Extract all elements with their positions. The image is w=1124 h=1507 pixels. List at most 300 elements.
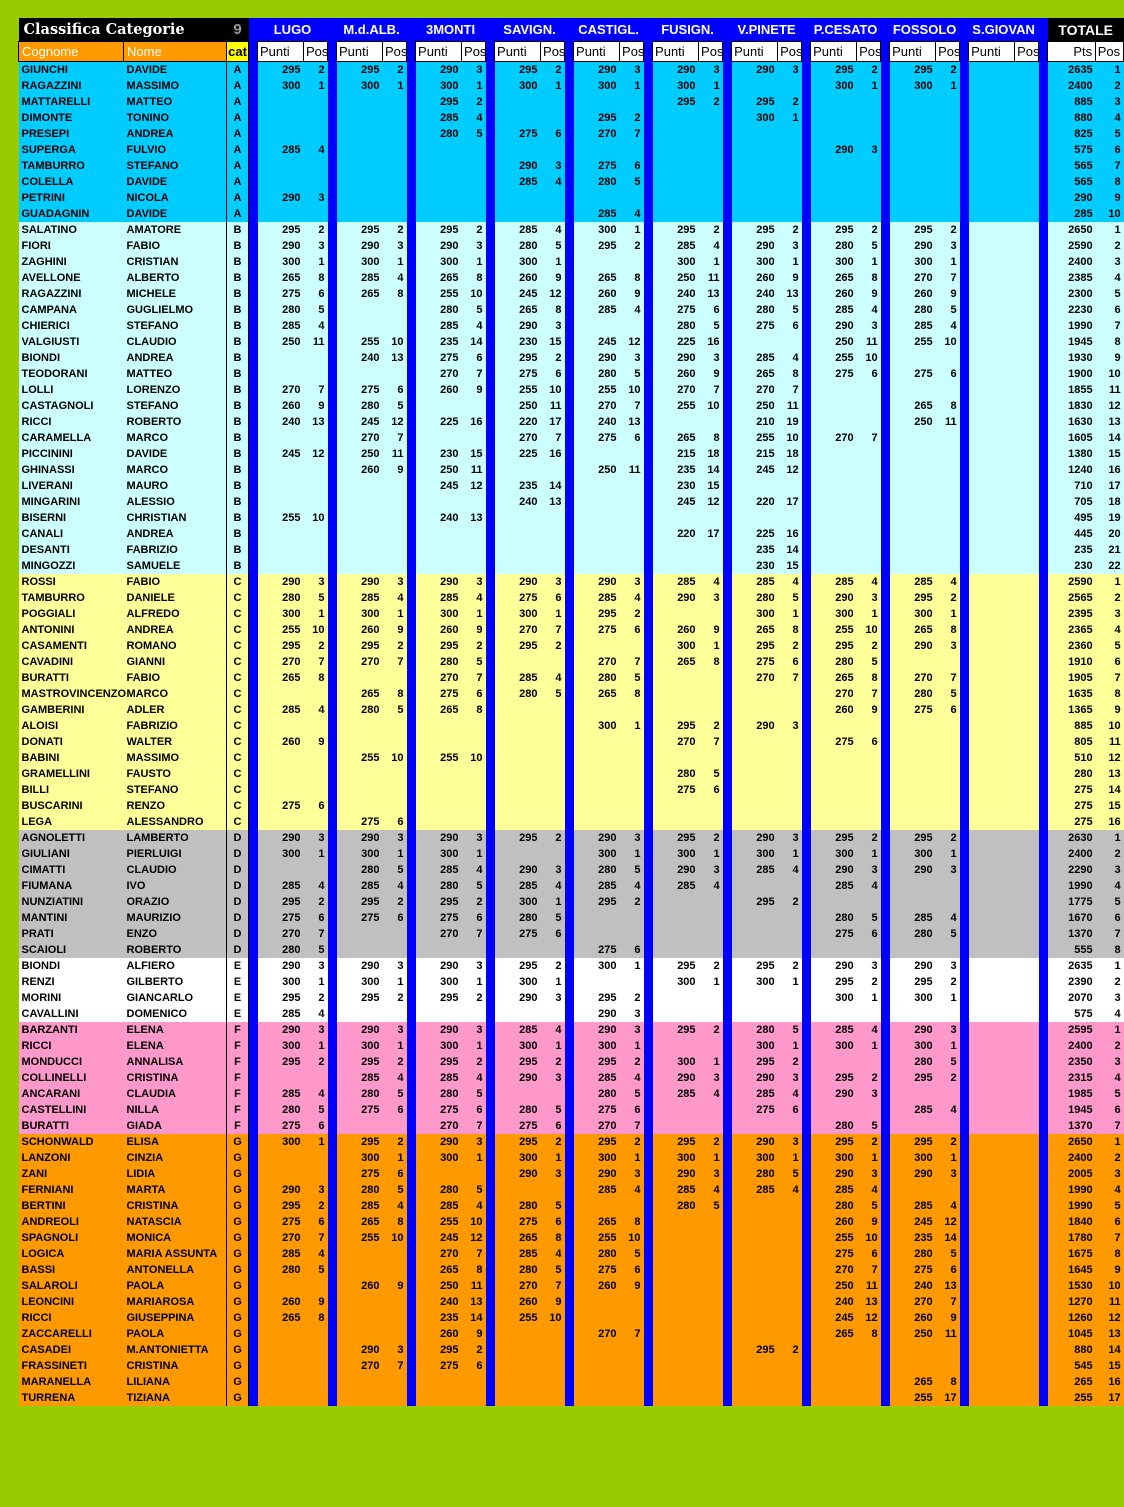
event-position-cell: 10 [541, 1310, 565, 1326]
cognome-cell: POGGIALI [19, 606, 124, 622]
event-score-cell [969, 942, 1015, 958]
total-position-cell: 22 [1096, 558, 1124, 574]
nome-cell: ALBERTO [124, 270, 227, 286]
event-position-cell: 6 [936, 1262, 960, 1278]
event-score-cell: 260 [416, 622, 462, 638]
event-position-cell: 7 [857, 430, 881, 446]
event-position-cell [778, 1262, 802, 1278]
separator [960, 1022, 969, 1038]
total-points-cell: 2385 [1048, 270, 1096, 286]
event-score-cell: 270 [337, 430, 383, 446]
separator [644, 846, 653, 862]
separator [328, 1070, 337, 1086]
separator [249, 638, 258, 654]
event-score-cell: 210 [732, 414, 778, 430]
event-position-cell: 17 [936, 1390, 960, 1406]
event-score-cell: 295 [890, 1070, 936, 1086]
event-position-cell: 5 [936, 302, 960, 318]
event-position-cell: 5 [699, 318, 723, 334]
separator [960, 478, 969, 494]
event-score-cell: 295 [416, 222, 462, 238]
event-score-cell: 290 [732, 62, 778, 79]
event-score-cell: 300 [811, 846, 857, 862]
event-position-cell: 9 [857, 286, 881, 302]
event-score-cell [811, 718, 857, 734]
event-score-cell: 300 [653, 254, 699, 270]
separator [328, 494, 337, 510]
cognome-cell: CASAMENTI [19, 638, 124, 654]
event-score-cell: 265 [811, 270, 857, 286]
separator [249, 990, 258, 1006]
event-score-cell [890, 494, 936, 510]
event-position-cell: 4 [383, 1070, 407, 1086]
event-score-cell: 255 [890, 1390, 936, 1406]
event-position-cell: 7 [699, 734, 723, 750]
event-score-cell: 285 [890, 1198, 936, 1214]
separator [407, 334, 416, 350]
event-score-cell [337, 926, 383, 942]
event-score-cell: 295 [416, 990, 462, 1006]
separator [1039, 190, 1048, 206]
event-position-cell: 6 [936, 702, 960, 718]
event-position-cell: 2 [383, 990, 407, 1006]
event-score-cell [574, 510, 620, 526]
event-score-cell [890, 1118, 936, 1134]
event-position-cell [936, 1358, 960, 1374]
event-score-cell [574, 190, 620, 206]
event-score-cell [337, 1310, 383, 1326]
total-position-cell: 3 [1096, 94, 1124, 110]
separator [486, 110, 495, 126]
event-score-cell: 220 [732, 494, 778, 510]
total-points-cell: 1990 [1048, 1182, 1096, 1198]
event-position-cell [857, 190, 881, 206]
event-score-cell [653, 1278, 699, 1294]
table-row [19, 270, 1124, 286]
separator [723, 846, 732, 862]
separator [565, 270, 574, 286]
event-score-cell [969, 446, 1015, 462]
separator [881, 1086, 890, 1102]
cognome-cell: LEONCINI [19, 1294, 124, 1310]
event-score-cell: 250 [890, 1326, 936, 1342]
event-score-cell [653, 702, 699, 718]
nome-cell: FABRIZIO [124, 542, 227, 558]
separator [328, 270, 337, 286]
separator [328, 302, 337, 318]
event-position-cell [857, 542, 881, 558]
total-points-cell: 235 [1048, 542, 1096, 558]
nome-cell: ALESSIO [124, 494, 227, 510]
event-header: M.d.ALB. [337, 18, 407, 42]
total-points-cell: 2365 [1048, 622, 1096, 638]
separator [565, 734, 574, 750]
cognome-cell: RENZI [19, 974, 124, 990]
separator [960, 1326, 969, 1342]
event-score-cell: 290 [258, 1022, 304, 1038]
separator [644, 942, 653, 958]
separator [328, 766, 337, 782]
event-score-cell: 285 [811, 1022, 857, 1038]
event-position-cell: 1 [304, 606, 328, 622]
event-position-cell [936, 718, 960, 734]
event-position-cell [383, 1262, 407, 1278]
separator [802, 958, 811, 974]
event-score-cell [732, 334, 778, 350]
event-score-cell: 295 [337, 990, 383, 1006]
event-header: V.PINETE [732, 18, 802, 42]
event-position-cell [1015, 1038, 1039, 1054]
category-cell: G [227, 1198, 249, 1214]
separator [1039, 1214, 1048, 1230]
separator [565, 1054, 574, 1070]
event-score-cell: 300 [337, 606, 383, 622]
event-position-cell [383, 110, 407, 126]
event-position-cell: 11 [857, 1278, 881, 1294]
event-position-cell: 10 [699, 398, 723, 414]
event-position-cell: 4 [383, 878, 407, 894]
event-position-cell: 1 [541, 78, 565, 94]
total-position-cell: 21 [1096, 542, 1124, 558]
category-cell: G [227, 1278, 249, 1294]
separator [802, 494, 811, 510]
event-score-cell [969, 1342, 1015, 1358]
event-position-cell: 3 [936, 1022, 960, 1038]
event-score-cell [653, 510, 699, 526]
total-position-cell: 11 [1096, 1294, 1124, 1310]
event-position-cell [778, 1374, 802, 1390]
separator [881, 190, 890, 206]
event-score-cell: 285 [574, 878, 620, 894]
cognome-cell: ALOISI [19, 718, 124, 734]
event-score-cell: 260 [653, 622, 699, 638]
event-position-cell [936, 190, 960, 206]
separator [644, 894, 653, 910]
event-position-cell [699, 174, 723, 190]
event-position-cell: 6 [383, 814, 407, 830]
event-score-cell: 295 [811, 62, 857, 79]
event-score-cell: 290 [495, 158, 541, 174]
event-position-cell [383, 734, 407, 750]
event-score-cell [732, 1230, 778, 1246]
separator [1039, 1102, 1048, 1118]
separator [723, 942, 732, 958]
event-position-cell [1015, 1070, 1039, 1086]
separator [802, 334, 811, 350]
event-score-cell [416, 718, 462, 734]
event-score-cell: 280 [574, 862, 620, 878]
event-score-cell [653, 1294, 699, 1310]
event-score-cell: 290 [732, 830, 778, 846]
event-position-cell: 2 [857, 638, 881, 654]
separator [1039, 158, 1048, 174]
nome-cell: MARCO [124, 686, 227, 702]
event-position-cell [620, 1390, 644, 1406]
event-score-cell [969, 734, 1015, 750]
event-position-cell [1015, 958, 1039, 974]
event-position-cell: 5 [778, 302, 802, 318]
event-score-cell: 275 [258, 1214, 304, 1230]
separator [486, 158, 495, 174]
event-score-cell: 270 [495, 1278, 541, 1294]
event-position-cell: 14 [462, 1310, 486, 1326]
event-score-cell [258, 782, 304, 798]
event-position-cell [1015, 1022, 1039, 1038]
separator [249, 78, 258, 94]
separator [486, 42, 495, 62]
event-position-cell: 3 [304, 190, 328, 206]
table-row [19, 158, 1124, 174]
total-points-cell: 565 [1048, 174, 1096, 190]
event-score-cell: 280 [495, 910, 541, 926]
event-position-cell [620, 94, 644, 110]
event-position-cell [304, 686, 328, 702]
separator [644, 494, 653, 510]
event-score-cell: 285 [416, 318, 462, 334]
separator [407, 318, 416, 334]
event-score-cell [653, 1038, 699, 1054]
event-score-cell: 300 [258, 1134, 304, 1150]
separator [802, 1230, 811, 1246]
event-position-cell [1015, 942, 1039, 958]
event-position-cell: 16 [699, 334, 723, 350]
event-position-cell [699, 1102, 723, 1118]
event-position-cell [541, 558, 565, 574]
event-position-cell [1015, 158, 1039, 174]
separator [249, 574, 258, 590]
separator [407, 350, 416, 366]
event-score-cell [969, 606, 1015, 622]
event-position-cell [778, 990, 802, 1006]
separator [328, 1134, 337, 1150]
separator [644, 206, 653, 222]
total-position-cell: 4 [1096, 878, 1124, 894]
event-position-cell [778, 478, 802, 494]
event-position-cell: 10 [462, 750, 486, 766]
event-score-cell: 260 [811, 702, 857, 718]
total-position-cell: 6 [1096, 142, 1124, 158]
event-score-cell [258, 814, 304, 830]
nome-cell: ELENA [124, 1038, 227, 1054]
separator [881, 814, 890, 830]
separator [644, 42, 653, 62]
separator [1039, 1198, 1048, 1214]
event-score-cell: 240 [811, 1294, 857, 1310]
event-position-cell [541, 206, 565, 222]
event-score-cell: 295 [258, 894, 304, 910]
event-header: FOSSOLO [890, 18, 960, 42]
event-score-cell: 295 [258, 1054, 304, 1070]
event-score-cell: 265 [416, 1262, 462, 1278]
separator [486, 1310, 495, 1326]
category-cell: G [227, 1182, 249, 1198]
event-position-cell [383, 494, 407, 510]
separator [802, 814, 811, 830]
separator [881, 1262, 890, 1278]
event-position-cell: 3 [462, 830, 486, 846]
separator [723, 654, 732, 670]
event-position-cell [1015, 910, 1039, 926]
event-position-cell [857, 1374, 881, 1390]
event-score-cell [969, 958, 1015, 974]
total-position-cell: 10 [1096, 366, 1124, 382]
event-score-cell [495, 814, 541, 830]
event-position-cell [541, 654, 565, 670]
event-position-cell [857, 382, 881, 398]
event-score-cell [495, 206, 541, 222]
separator [407, 926, 416, 942]
event-position-cell [1015, 206, 1039, 222]
separator [486, 686, 495, 702]
event-position-cell: 11 [699, 270, 723, 286]
separator [486, 734, 495, 750]
event-position-cell: 4 [304, 878, 328, 894]
category-cell: B [227, 366, 249, 382]
separator [960, 702, 969, 718]
separator [960, 1358, 969, 1374]
event-score-cell: 300 [653, 78, 699, 94]
event-position-cell: 2 [936, 222, 960, 238]
separator [960, 462, 969, 478]
event-position-cell [304, 462, 328, 478]
event-score-cell [732, 206, 778, 222]
event-score-cell: 275 [811, 366, 857, 382]
separator [1039, 798, 1048, 814]
nome-cell: DAVIDE [124, 174, 227, 190]
event-score-cell: 280 [811, 1118, 857, 1134]
separator [486, 1358, 495, 1374]
separator [723, 1070, 732, 1086]
separator [881, 1134, 890, 1150]
event-score-cell: 295 [337, 894, 383, 910]
event-score-cell [890, 478, 936, 494]
separator [1039, 350, 1048, 366]
col-header-punti: Punti [574, 42, 620, 62]
nome-cell: TIZIANA [124, 1390, 227, 1406]
event-score-cell: 280 [495, 238, 541, 254]
event-position-cell: 6 [462, 1102, 486, 1118]
total-points-cell: 1945 [1048, 334, 1096, 350]
cognome-cell: RICCI [19, 414, 124, 430]
event-position-cell [383, 190, 407, 206]
separator [1039, 782, 1048, 798]
table-row [19, 1102, 1124, 1118]
category-cell: A [227, 110, 249, 126]
cognome-cell: SUPERGA [19, 142, 124, 158]
event-score-cell: 285 [495, 1246, 541, 1262]
event-score-cell: 295 [337, 222, 383, 238]
event-position-cell: 5 [857, 1118, 881, 1134]
event-position-cell [1015, 1310, 1039, 1326]
event-position-cell [304, 350, 328, 366]
event-position-cell [699, 542, 723, 558]
event-position-cell [304, 206, 328, 222]
event-position-cell [383, 782, 407, 798]
event-score-cell [890, 1086, 936, 1102]
event-score-cell [416, 814, 462, 830]
separator [802, 670, 811, 686]
separator [802, 894, 811, 910]
event-position-cell [936, 142, 960, 158]
separator [565, 974, 574, 990]
event-score-cell [732, 686, 778, 702]
cognome-cell: CASTAGNOLI [19, 398, 124, 414]
event-header: 3MONTI [416, 18, 486, 42]
event-score-cell [337, 126, 383, 142]
event-position-cell: 1 [857, 254, 881, 270]
separator [802, 142, 811, 158]
table-row [19, 894, 1124, 910]
separator [802, 350, 811, 366]
event-position-cell: 1 [304, 254, 328, 270]
separator [802, 1022, 811, 1038]
category-cell: A [227, 174, 249, 190]
event-position-cell [857, 94, 881, 110]
total-points-cell: 2005 [1048, 1166, 1096, 1182]
separator [328, 1374, 337, 1390]
col-header-punti: Punti [495, 42, 541, 62]
separator [407, 1294, 416, 1310]
event-position-cell [857, 750, 881, 766]
separator [802, 398, 811, 414]
event-score-cell [969, 1006, 1015, 1022]
event-score-cell: 245 [653, 494, 699, 510]
event-score-cell: 300 [732, 974, 778, 990]
cognome-cell: BISERNI [19, 510, 124, 526]
event-score-cell [969, 1358, 1015, 1374]
table-row [19, 126, 1124, 142]
category-cell: F [227, 1118, 249, 1134]
event-position-cell: 4 [620, 1182, 644, 1198]
event-position-cell: 9 [620, 1278, 644, 1294]
separator [565, 62, 574, 79]
separator [723, 878, 732, 894]
event-position-cell: 4 [699, 878, 723, 894]
separator [960, 878, 969, 894]
separator [960, 766, 969, 782]
separator [881, 302, 890, 318]
event-score-cell: 255 [416, 1214, 462, 1230]
separator [881, 734, 890, 750]
separator [328, 990, 337, 1006]
event-position-cell: 3 [304, 830, 328, 846]
event-position-cell: 4 [778, 1086, 802, 1102]
event-score-cell: 245 [574, 334, 620, 350]
separator [249, 446, 258, 462]
cognome-cell: CASADEI [19, 1342, 124, 1358]
separator [565, 606, 574, 622]
event-score-cell: 275 [258, 910, 304, 926]
event-position-cell: 6 [462, 686, 486, 702]
separator [644, 878, 653, 894]
event-score-cell: 280 [495, 1262, 541, 1278]
event-score-cell: 265 [495, 1230, 541, 1246]
separator [328, 846, 337, 862]
event-score-cell [574, 1390, 620, 1406]
separator [960, 1294, 969, 1310]
event-score-cell: 295 [495, 1054, 541, 1070]
event-score-cell [574, 798, 620, 814]
event-score-cell: 285 [258, 1246, 304, 1262]
event-score-cell: 280 [258, 942, 304, 958]
event-score-cell: 295 [495, 350, 541, 366]
category-cell: D [227, 910, 249, 926]
separator [249, 526, 258, 542]
separator [644, 510, 653, 526]
nome-cell: NATASCIA [124, 1214, 227, 1230]
event-position-cell: 3 [462, 1022, 486, 1038]
separator [960, 1006, 969, 1022]
